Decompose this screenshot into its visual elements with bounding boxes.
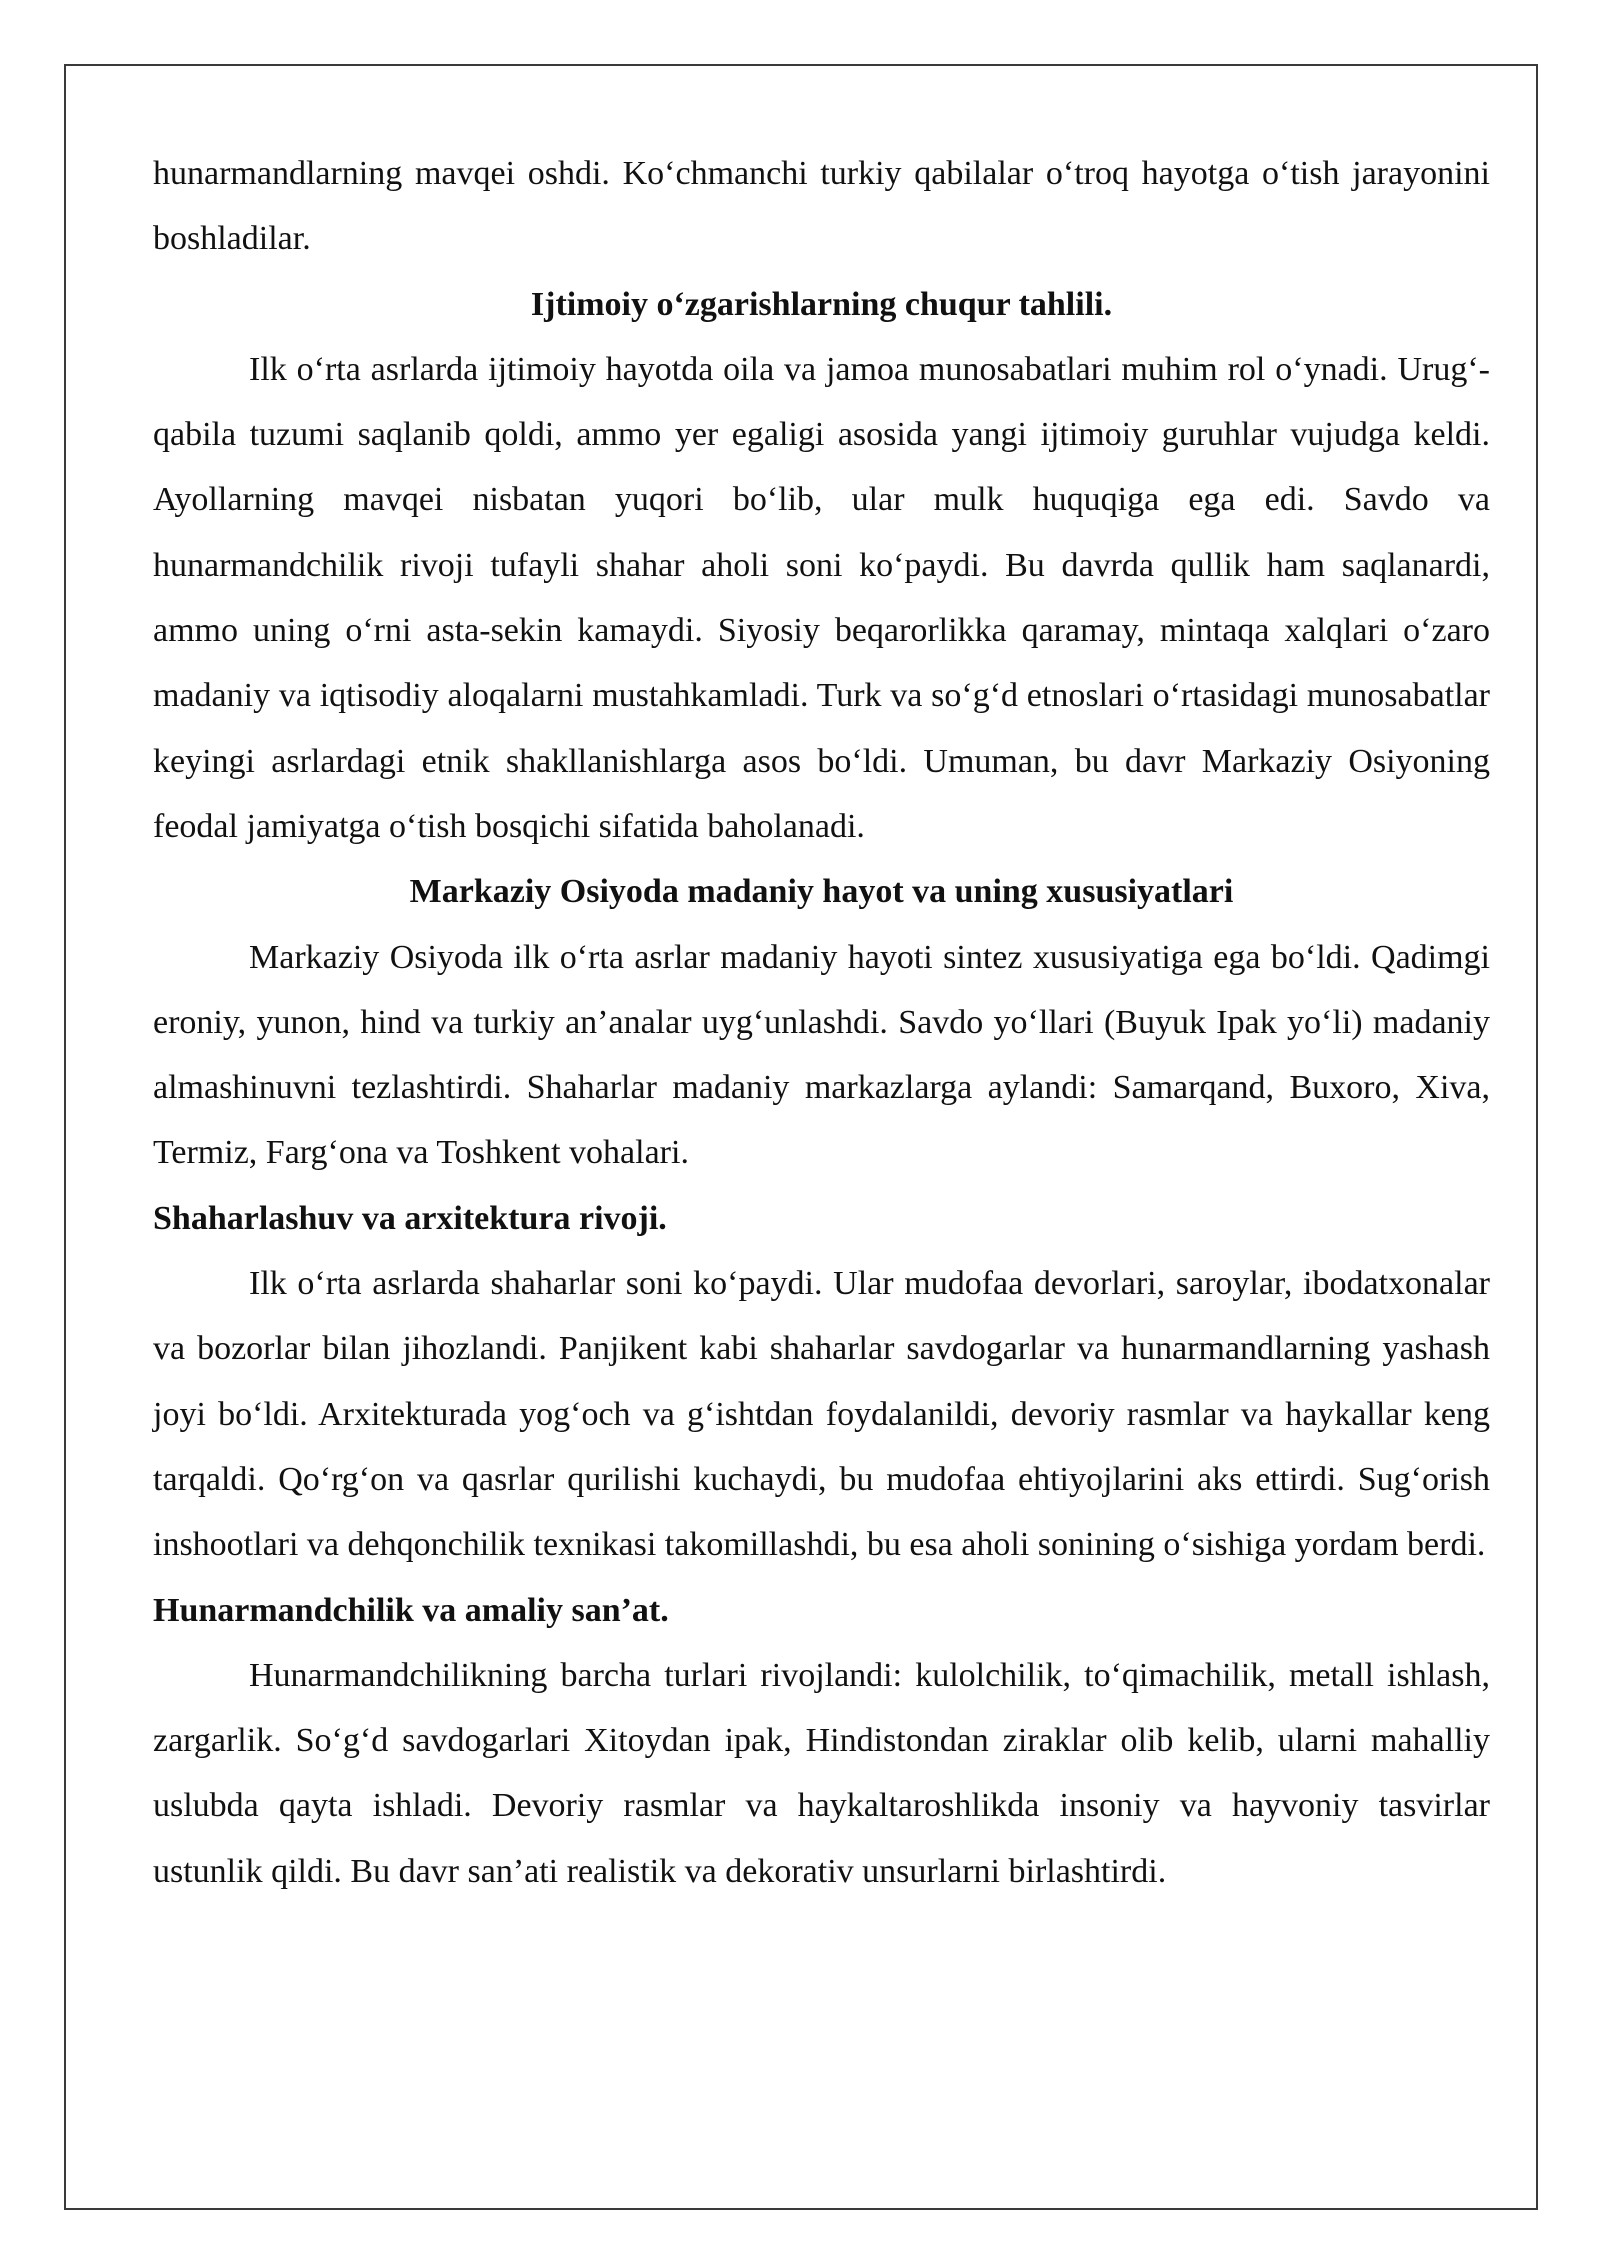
heading-crafts: Hunarmandchilik va amaliy san’at. <box>153 1591 669 1629</box>
heading-social-changes: Ijtimoiy o‘zgarishlarning chuqur tahlili. <box>530 285 1113 323</box>
paragraph-cultural-life: Markaziy Osiyoda ilk o‘rta asrlar madaniy hayoti sintez xususiyatiga ega bo‘ldi. Qadimgi eroniy, yunon, hind va turkiy an’analar uyg‘unlashdi. Savdo yo‘llari (Buyuk Ipak yo‘li) madaniy almashinuvni tezlashtirdi. Shaharlar madaniy markazlarga aylandi: Samarqand, Buxoro, Xiva, Termiz, Farg‘ona va Toshkent vohalari. <box>153 938 1490 1172</box>
heading-cultural-life: Markaziy Osiyoda madaniy hayot va uning xususiyatlari <box>409 873 1234 911</box>
paragraph-urbanization: Ilk o‘rta asrlarda shaharlar soni ko‘paydi. Ular mudofaa devorlari, saroylar, ibodatxonalar va bozorlar bilan jihozlandi. Panjikent kabi shaharlar savdogarlar va hunarmandlarning yashash joyi bo‘ldi. Arxitekturada yog‘och va g‘ishtdan foydalanildi, devoriy rasmlar va haykallar keng tarqaldi. Qo‘rg‘on va qasrlar qurilishi kuchaydi, bu mudofaa ehtiyojlarini aks ettirdi. Sug‘orish inshootlari va dehqonchilik texnikasi takomillashdi, bu esa aholi sonining o‘sishiga yordam berdi. <box>153 1265 1490 1564</box>
paragraph-continuation: hunarmandlarning mavqei oshdi. Ko‘chmanchi turkiy qabilalar o‘troq hayotga o‘tish jarayonini boshladilar. <box>153 155 1490 258</box>
heading-urbanization: Shaharlashuv va arxitektura rivoji. <box>153 1199 667 1237</box>
document-body <box>153 141 1490 1904</box>
paragraph-crafts: Hunarmandchilikning barcha turlari rivojlandi: kulolchilik, to‘qimachilik, metall ishlash, zargarlik. So‘g‘d savdogarlari Xitoydan ipak, Hindistondan ziraklar olib kelib, ularni mahalliy uslubda qayta ishladi. Devoriy rasmlar va haykaltaroshlikda insoniy va hayvoniy tasvirlar ustunlik qildi. Bu davr san’ati realistik va dekorativ unsurlarni birlashtirdi. <box>153 1656 1490 1890</box>
paragraph-social-changes: Ilk o‘rta asrlarda ijtimoiy hayotda oila va jamoa munosabatlari muhim rol o‘ynadi. Urug‘-qabila tuzumi saqlanib qoldi, ammo yer egaligi asosida yangi ijtimoiy guruhlar vujudga keldi. Ayollarning mavqei nisbatan yuqori bo‘lib, ular mulk huquqiga ega edi. Savdo va hunarmandchilik rivoji tufayli shahar aholi soni ko‘paydi. Bu davrda qullik ham saqlanardi, ammo uning o‘rni asta-sekin kamaydi. Siyosiy beqarorlikka qaramay, mintaqa xalqlari o‘zaro madaniy va iqtisodiy aloqalarni mustahkamladi. Turk va so‘g‘d etnoslari o‘rtasidagi munosabatlar keyingi asrlardagi etnik shakllanishlarga asos bo‘ldi. Umuman, bu davr Markaziy Osiyoning feodal jamiyatga o‘tish bosqichi sifatida baholanadi. <box>153 350 1490 845</box>
